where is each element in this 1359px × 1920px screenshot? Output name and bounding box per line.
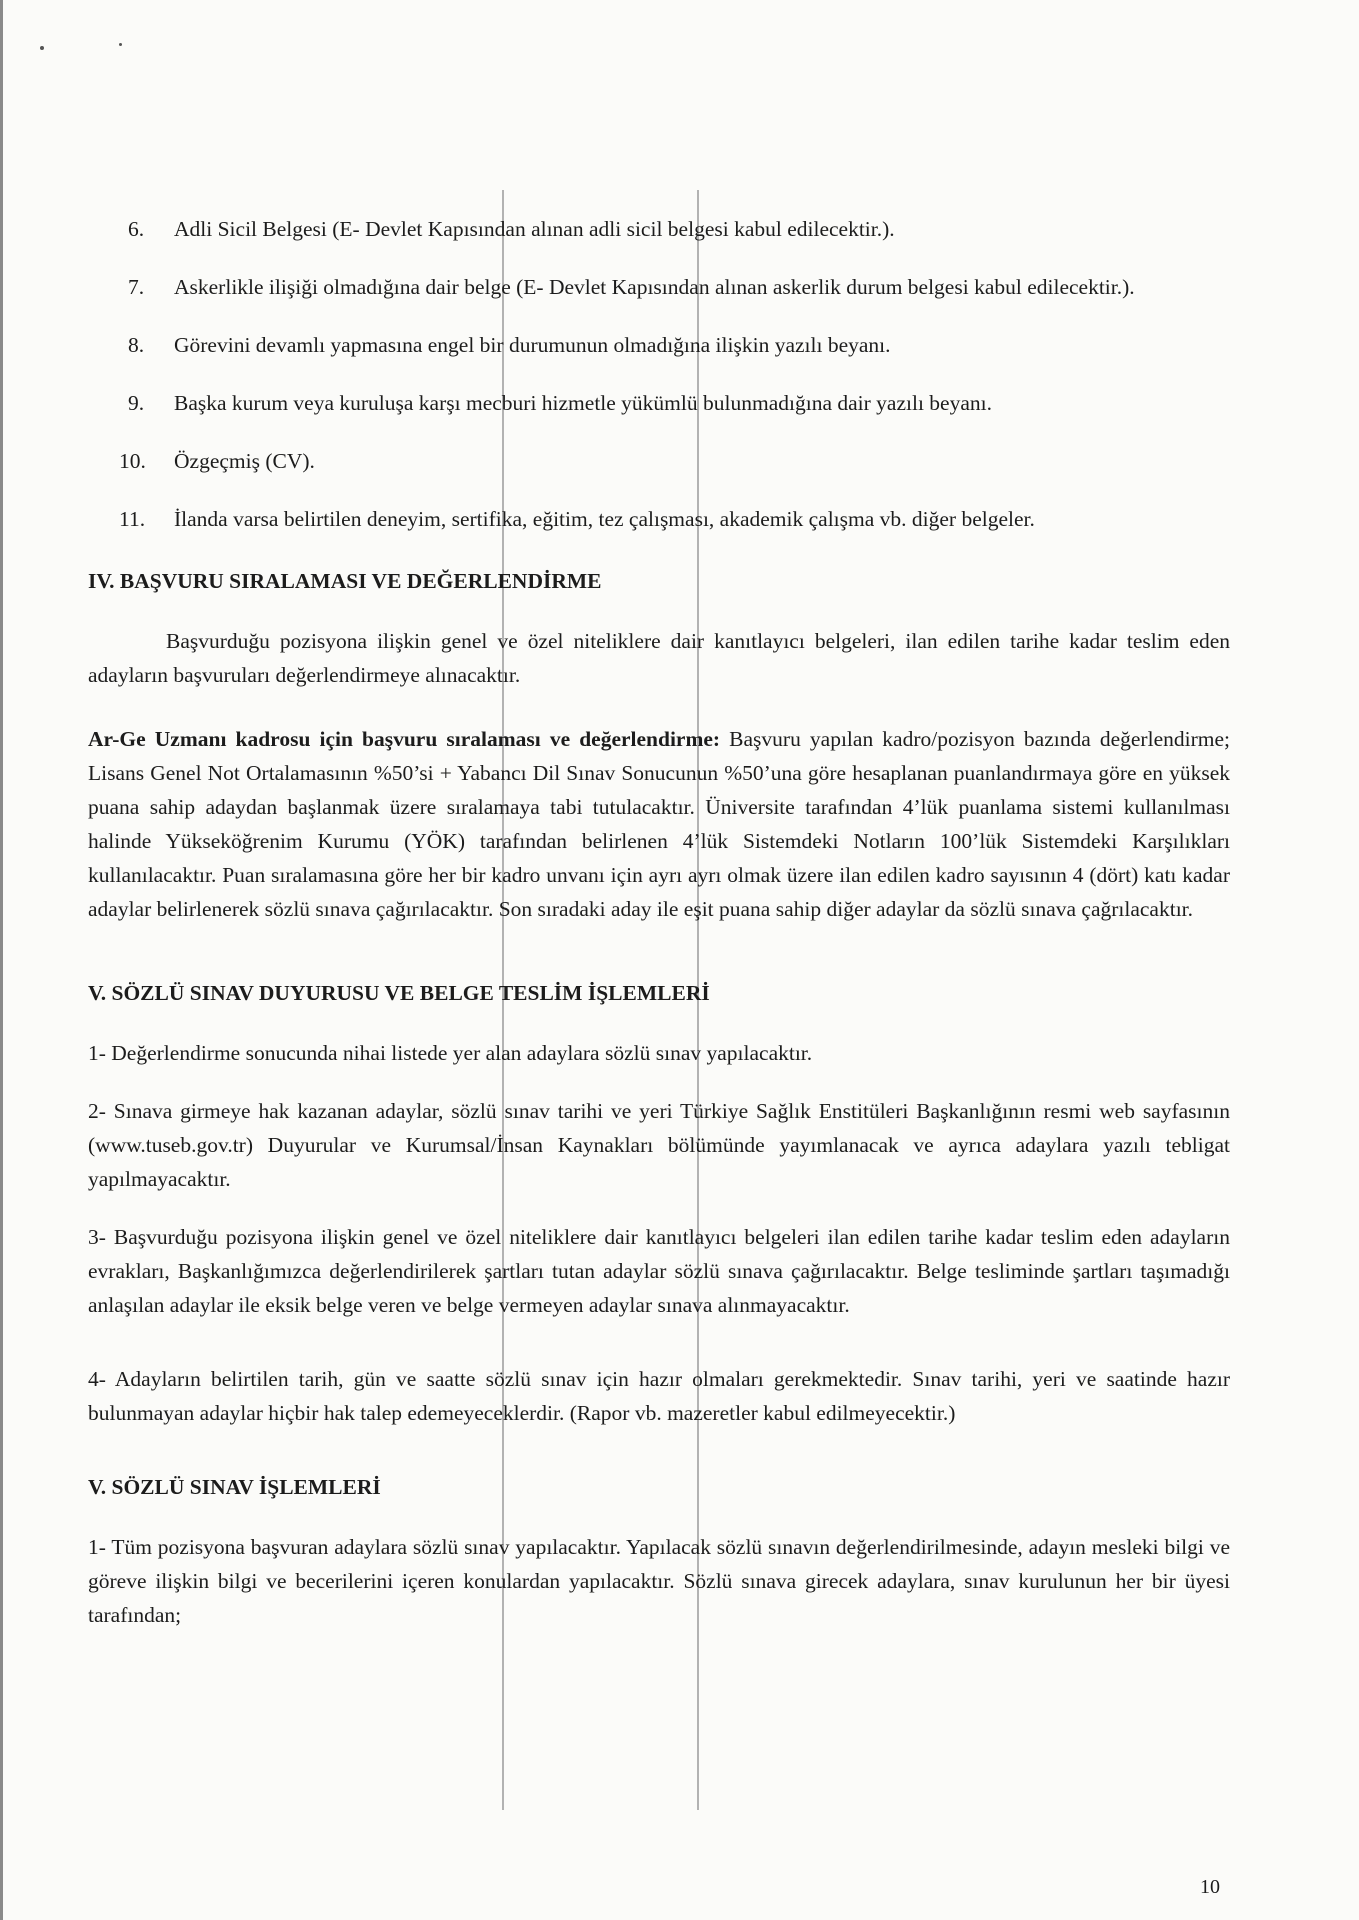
- paragraph-text: Başvuru yapılan kadro/pozisyon bazında değerlendirme; Lisans Genel Not Ortalamasının %50’si + Yabancı Dil Sınav Sonucunun %50’una göre hesaplanan puanlandırmaya göre en yüksek puana sahip adaydan başlanmak üzere sıralamaya tabi tutulacaktır. Üniversite tarafından 4’lük puanlama sistemi kullanılması halinde Yükseköğrenim Kurumu (YÖK) tarafından belirlenen 4’lük Sistemdeki Notların 100’lük Sistemdeki Karşılıkları kullanılacaktır. Puan sıralamasına göre her bir kadro unvanı için ayrı ayrı olmak üzere ilan edilen kadro sayısının 4 (dört) katı kadar adaylar belirlenerek sözlü sınava çağırılacaktır. Son sıradaki aday ile eşit puana sahip diğer adaylar da sözlü sınava çağrılacaktır.: [88, 727, 1230, 921]
- list-item-number: 10.: [119, 449, 146, 473]
- list-item: [88, 444, 1230, 478]
- list-item-text: Başka kurum veya kuruluşa karşı mecburi hizmetle yükümlü bulunmadığına dair yazılı beyanı.: [174, 391, 992, 415]
- paragraph-lead: Ar-Ge Uzmanı kadrosu için başvuru sıralaması ve değerlendirme:: [88, 727, 721, 751]
- list-item-text: Özgeçmiş (CV).: [174, 449, 315, 473]
- section-paragraph: 1- Değerlendirme sonucunda nihai listede yer alan adaylara sözlü sınav yapılacaktır.: [88, 1041, 813, 1065]
- list-item-number: 9.: [128, 391, 145, 415]
- section-heading: V. SÖZLÜ SINAV İŞLEMLERİ: [88, 1475, 381, 1499]
- document-body: [88, 212, 1230, 1656]
- section-paragraph: Başvurduğu pozisyona ilişkin genel ve özel niteliklere dair kanıtlayıcı belgeleri, ilan edilen tarihe kadar teslim eden adayların başvuruları değerlendirmeye alınacaktır.: [88, 629, 1230, 687]
- list-item-number: 6.: [128, 217, 145, 241]
- section-heading: IV. BAŞVURU SIRALAMASI VE DEĞERLENDİRME: [88, 569, 602, 593]
- list-item-text: Adli Sicil Belgesi (E- Devlet Kapısından alınan adli sicil belgesi kabul edilecektir.).: [174, 217, 895, 241]
- scan-speck: [40, 46, 44, 50]
- list-item: [88, 212, 1230, 246]
- scan-speck: [119, 43, 122, 46]
- list-item: [88, 386, 1230, 420]
- section-paragraph: 2- Sınava girmeye hak kazanan adaylar, sözlü sınav tarihi ve yeri Türkiye Sağlık Enstitüleri Başkanlığının resmi web sayfasının (www.tuseb.gov.tr) Duyurular ve Kurumsal/İnsan Kaynakları bölümünde yayımlanacak ve ayrıca adaylara yazılı tebligat yapılmayacaktır.: [88, 1099, 1230, 1191]
- list-item: [88, 502, 1230, 536]
- list-item-text: Askerlikle ilişiği olmadığına dair belge (E- Devlet Kapısından alınan askerlik durum belgesi kabul edilecektir.).: [174, 275, 1135, 299]
- section-paragraph: 1- Tüm pozisyona başvuran adaylara sözlü sınav yapılacaktır. Yapılacak sözlü sınavın değerlendirilmesinde, adayın mesleki bilgi ve göreve ilişkin bilgi ve becerilerini içeren konulardan yapılacaktır. Sözlü sınava girecek adaylara, sınav kurulunun her bir üyesi tarafından;: [88, 1535, 1230, 1627]
- requirements-list: [88, 212, 1230, 536]
- section-paragraph: 4- Adayların belirtilen tarih, gün ve saatte sözlü sınav için hazır olmaları gerekmektedir. Sınav tarihi, yeri ve saatinde hazır bulunmayan adaylar hiçbir hak talep edemeyeceklerdir. (Rapor vb. mazeretler kabul edilmeyecektir.): [88, 1367, 1230, 1425]
- list-item-number: 8.: [128, 333, 145, 357]
- list-item-text: Görevini devamlı yapmasına engel bir durumunun olmadığına ilişkin yazılı beyanı.: [174, 333, 891, 357]
- list-item: [88, 328, 1230, 362]
- section-heading: V. SÖZLÜ SINAV DUYURUSU VE BELGE TESLİM İŞLEMLERİ: [88, 981, 710, 1005]
- list-item: [88, 270, 1230, 304]
- section-paragraph: [88, 722, 1230, 926]
- list-item-text: İlanda varsa belirtilen deneyim, sertifika, eğitim, tez çalışması, akademik çalışma vb. diğer belgeler.: [174, 507, 1035, 531]
- page-number: 10: [1200, 1876, 1220, 1898]
- section-paragraph: 3- Başvurduğu pozisyona ilişkin genel ve özel niteliklere dair kanıtlayıcı belgeleri ilan edilen tarihe kadar teslim eden adayların evrakları, Başkanlığımızca değerlendirilerek şartları tutan adaylar sözlü sınava çağırılacaktır. Belge tesliminde şartları taşımadığı anlaşılan adaylar ile eksik belge veren ve belge vermeyen adaylar sınava alınmayacaktır.: [88, 1225, 1230, 1317]
- list-item-number: 11.: [119, 507, 146, 531]
- list-item-number: 7.: [128, 275, 145, 299]
- scan-edge: [0, 0, 3, 1920]
